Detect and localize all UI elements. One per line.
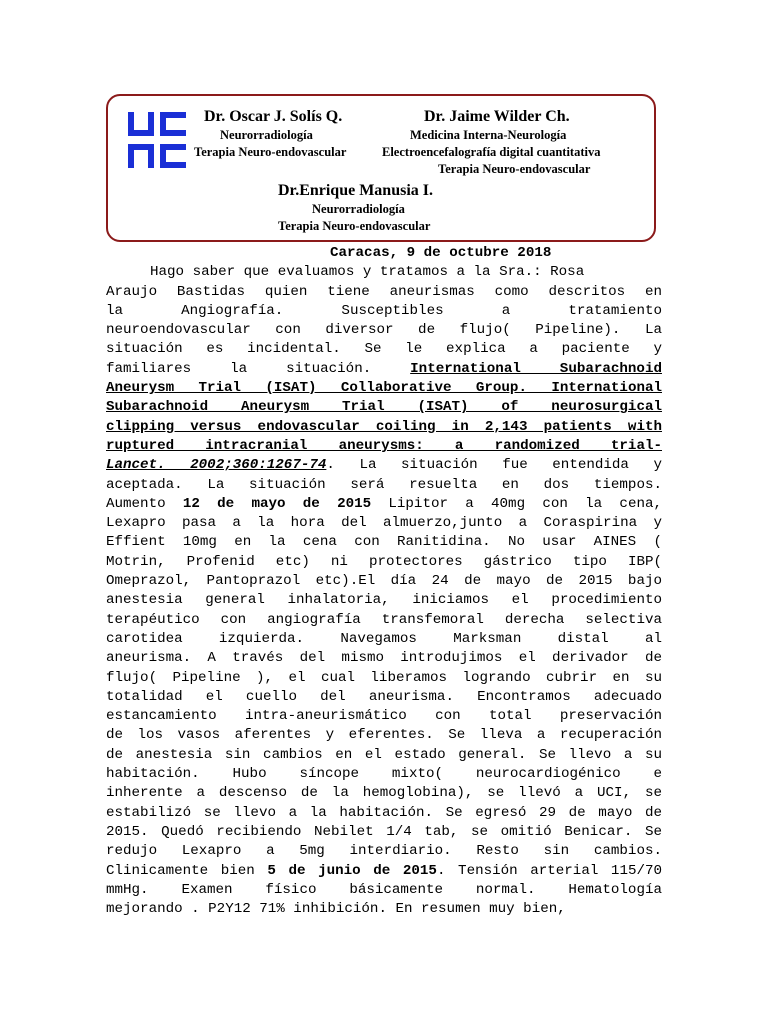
- letter-text: mejorando . P2Y12 71% inhibición. En resumen muy bien,: [106, 901, 566, 918]
- letter-line: [106, 495, 662, 514]
- letter-text: terapéutico con angiografía transfemoral derecha selectiva: [106, 611, 662, 628]
- letter-line: [106, 765, 662, 784]
- letter-line: [106, 726, 662, 745]
- letter-text: . Tensión arterial 115/70: [436, 862, 662, 879]
- letter-line: [106, 418, 662, 437]
- letter-text: situación es incidental. Se le explica a paciente y: [106, 341, 662, 358]
- letter-text: totalidad el cuello del aneurisma. Encontramos adecuado: [106, 688, 662, 705]
- letter-text: . La situación fue entendida y: [326, 457, 662, 474]
- letter-text: habitación. Hubo síncope mixto( neurocardiogénico e: [106, 766, 662, 783]
- letter-line: [106, 514, 662, 533]
- letter-line: [106, 630, 662, 649]
- letter-line: [106, 611, 662, 630]
- ucnc-logo: [128, 112, 186, 168]
- letter-text: mmHg. Examen físico básicamente normal. Hematología: [106, 881, 662, 898]
- letter-line: [106, 746, 662, 765]
- letter-line: [106, 340, 662, 359]
- doctor-3-specialty-2: Terapia Neuro-endovascular: [278, 219, 431, 233]
- letter-line: [106, 688, 662, 707]
- letter-text-b: 12 de mayo de 2015: [182, 495, 372, 512]
- letter-line: [106, 379, 662, 398]
- letter-line: [106, 881, 662, 900]
- letter-text: Effient 10mg en la cena con Ranitidina. No usar AINES (: [106, 534, 662, 551]
- letter-line: [106, 437, 662, 456]
- doctor-1-specialty-1: Neurorradiología: [220, 128, 313, 142]
- letter-text-ref: clipping versus endovascular coiling in 2,143 patients with: [106, 418, 662, 435]
- letter-text: anestesia general inhalatoria, iniciamos el procedimiento: [106, 592, 662, 609]
- doctor-2-name: Dr. Jaime Wilder Ch.: [424, 108, 570, 125]
- letter-text: redujo Lexapro a 5mg interdiario. Resto sin cambios.: [106, 843, 662, 860]
- doctor-2-specialty-1: Medicina Interna-Neurología: [410, 128, 567, 142]
- doctor-3-specialty-1: Neurorradiología: [312, 202, 405, 216]
- letter-body: [106, 244, 662, 919]
- doctor-3-name: Dr.Enrique Manusia I.: [278, 182, 433, 199]
- letter-text: de los vasos aferentes y eferentes. Se lleva a recuperación: [106, 727, 662, 744]
- letter-line: [106, 842, 662, 861]
- letter-line: [106, 707, 662, 726]
- letter-text: la Angiografía. Susceptibles a tratamiento: [106, 302, 662, 319]
- letter-text: familiares la situación.: [106, 360, 411, 377]
- letter-line: [106, 360, 662, 379]
- letter-line: [106, 553, 662, 572]
- letter-date: Caracas, 9 de octubre 2018: [330, 245, 552, 261]
- letter-line: [106, 476, 662, 495]
- letter-text-ref: ruptured intracranial aneurysms: a randomized trial-: [106, 437, 662, 454]
- doctor-1-specialty-2: Terapia Neuro-endovascular: [194, 145, 347, 159]
- letter-text: flujo( Pipeline ), el cual liberamos logrando cubrir en su: [106, 669, 662, 686]
- letter-text: Araujo Bastidas quien tiene aneurismas como descritos en: [106, 283, 662, 300]
- doctor-2-specialty-2: Electroencefalografía digital cuantitativa: [382, 145, 601, 159]
- letter-line: [106, 302, 662, 321]
- letter-text: Aumento: [106, 495, 183, 512]
- letter-text: estancamiento intra-aneurismático con total preservación: [106, 708, 662, 725]
- letter-line: [106, 669, 662, 688]
- letter-line: [106, 533, 662, 552]
- letter-line: [106, 823, 662, 842]
- letter-paragraph: [106, 263, 662, 919]
- letter-line: [106, 804, 662, 823]
- letter-line: [106, 283, 662, 302]
- letter-text: Lipitor a 40mg con la cena,: [371, 495, 662, 512]
- letter-text: estabilizó se llevo a la habitación. Se egresó 29 de mayo de: [106, 804, 662, 821]
- letter-line: [106, 321, 662, 340]
- letter-line: [106, 862, 662, 881]
- doctor-2-specialty-3: Terapia Neuro-endovascular: [438, 162, 591, 176]
- letter-text: aceptada. La situación será resuelta en dos tiempos.: [106, 476, 662, 493]
- letter-text-ref: International Subarachnoid: [410, 360, 662, 377]
- letter-text-ref-it: Lancet. 2002;360:1267-74: [106, 457, 327, 474]
- doctor-1-name: Dr. Oscar J. Solís Q.: [204, 108, 343, 125]
- letter-text: Motrin, Profenid etc) ni protectores gástrico tipo IBP(: [106, 553, 662, 570]
- letter-text-ref: Aneurysm Trial (ISAT) Collaborative Group. International: [106, 380, 662, 397]
- letter-text: inherente a descenso de la hemoglobina), se llevó a UCI, se: [106, 785, 662, 802]
- letter-line: [106, 572, 662, 591]
- letter-text: aneurisma. A través del mismo introdujimos el derivador de: [106, 650, 662, 667]
- letter-text: de anestesia sin cambios en el estado general. Se llevo a su: [106, 746, 662, 763]
- letter-text: Hago saber que evaluamos y tratamos a la Sra.: Rosa: [150, 264, 585, 281]
- letter-line: [106, 784, 662, 803]
- letter-text: Clinicamente bien: [106, 862, 268, 879]
- letter-text: Omeprazol, Pantoprazol etc).El día 24 de mayo de 2015 bajo: [106, 573, 662, 590]
- letter-line: [106, 398, 662, 417]
- letter-text: Lexapro pasa a la hora del almuerzo,junto a Coraspirina y: [106, 515, 662, 532]
- letter-line: [106, 649, 662, 668]
- letter-text: neuroendovascular con diversor de flujo( Pipeline). La: [106, 322, 662, 339]
- letter-line: [106, 900, 662, 919]
- letter-text-b: 5 de junio de 2015: [267, 862, 437, 879]
- letter-text: 2015. Quedó recibiendo Nebilet 1/4 tab, se omitió Benicar. Se: [106, 823, 662, 840]
- letterhead: [106, 94, 656, 242]
- letter-line: [106, 591, 662, 610]
- letter-line: [106, 263, 662, 282]
- letter-text-ref: Subarachnoid Aneurysm Trial (ISAT) of neurosurgical: [106, 399, 662, 416]
- letter-text: carotidea izquierda. Navegamos Marksman distal al: [106, 630, 662, 647]
- letter-line: [106, 456, 662, 475]
